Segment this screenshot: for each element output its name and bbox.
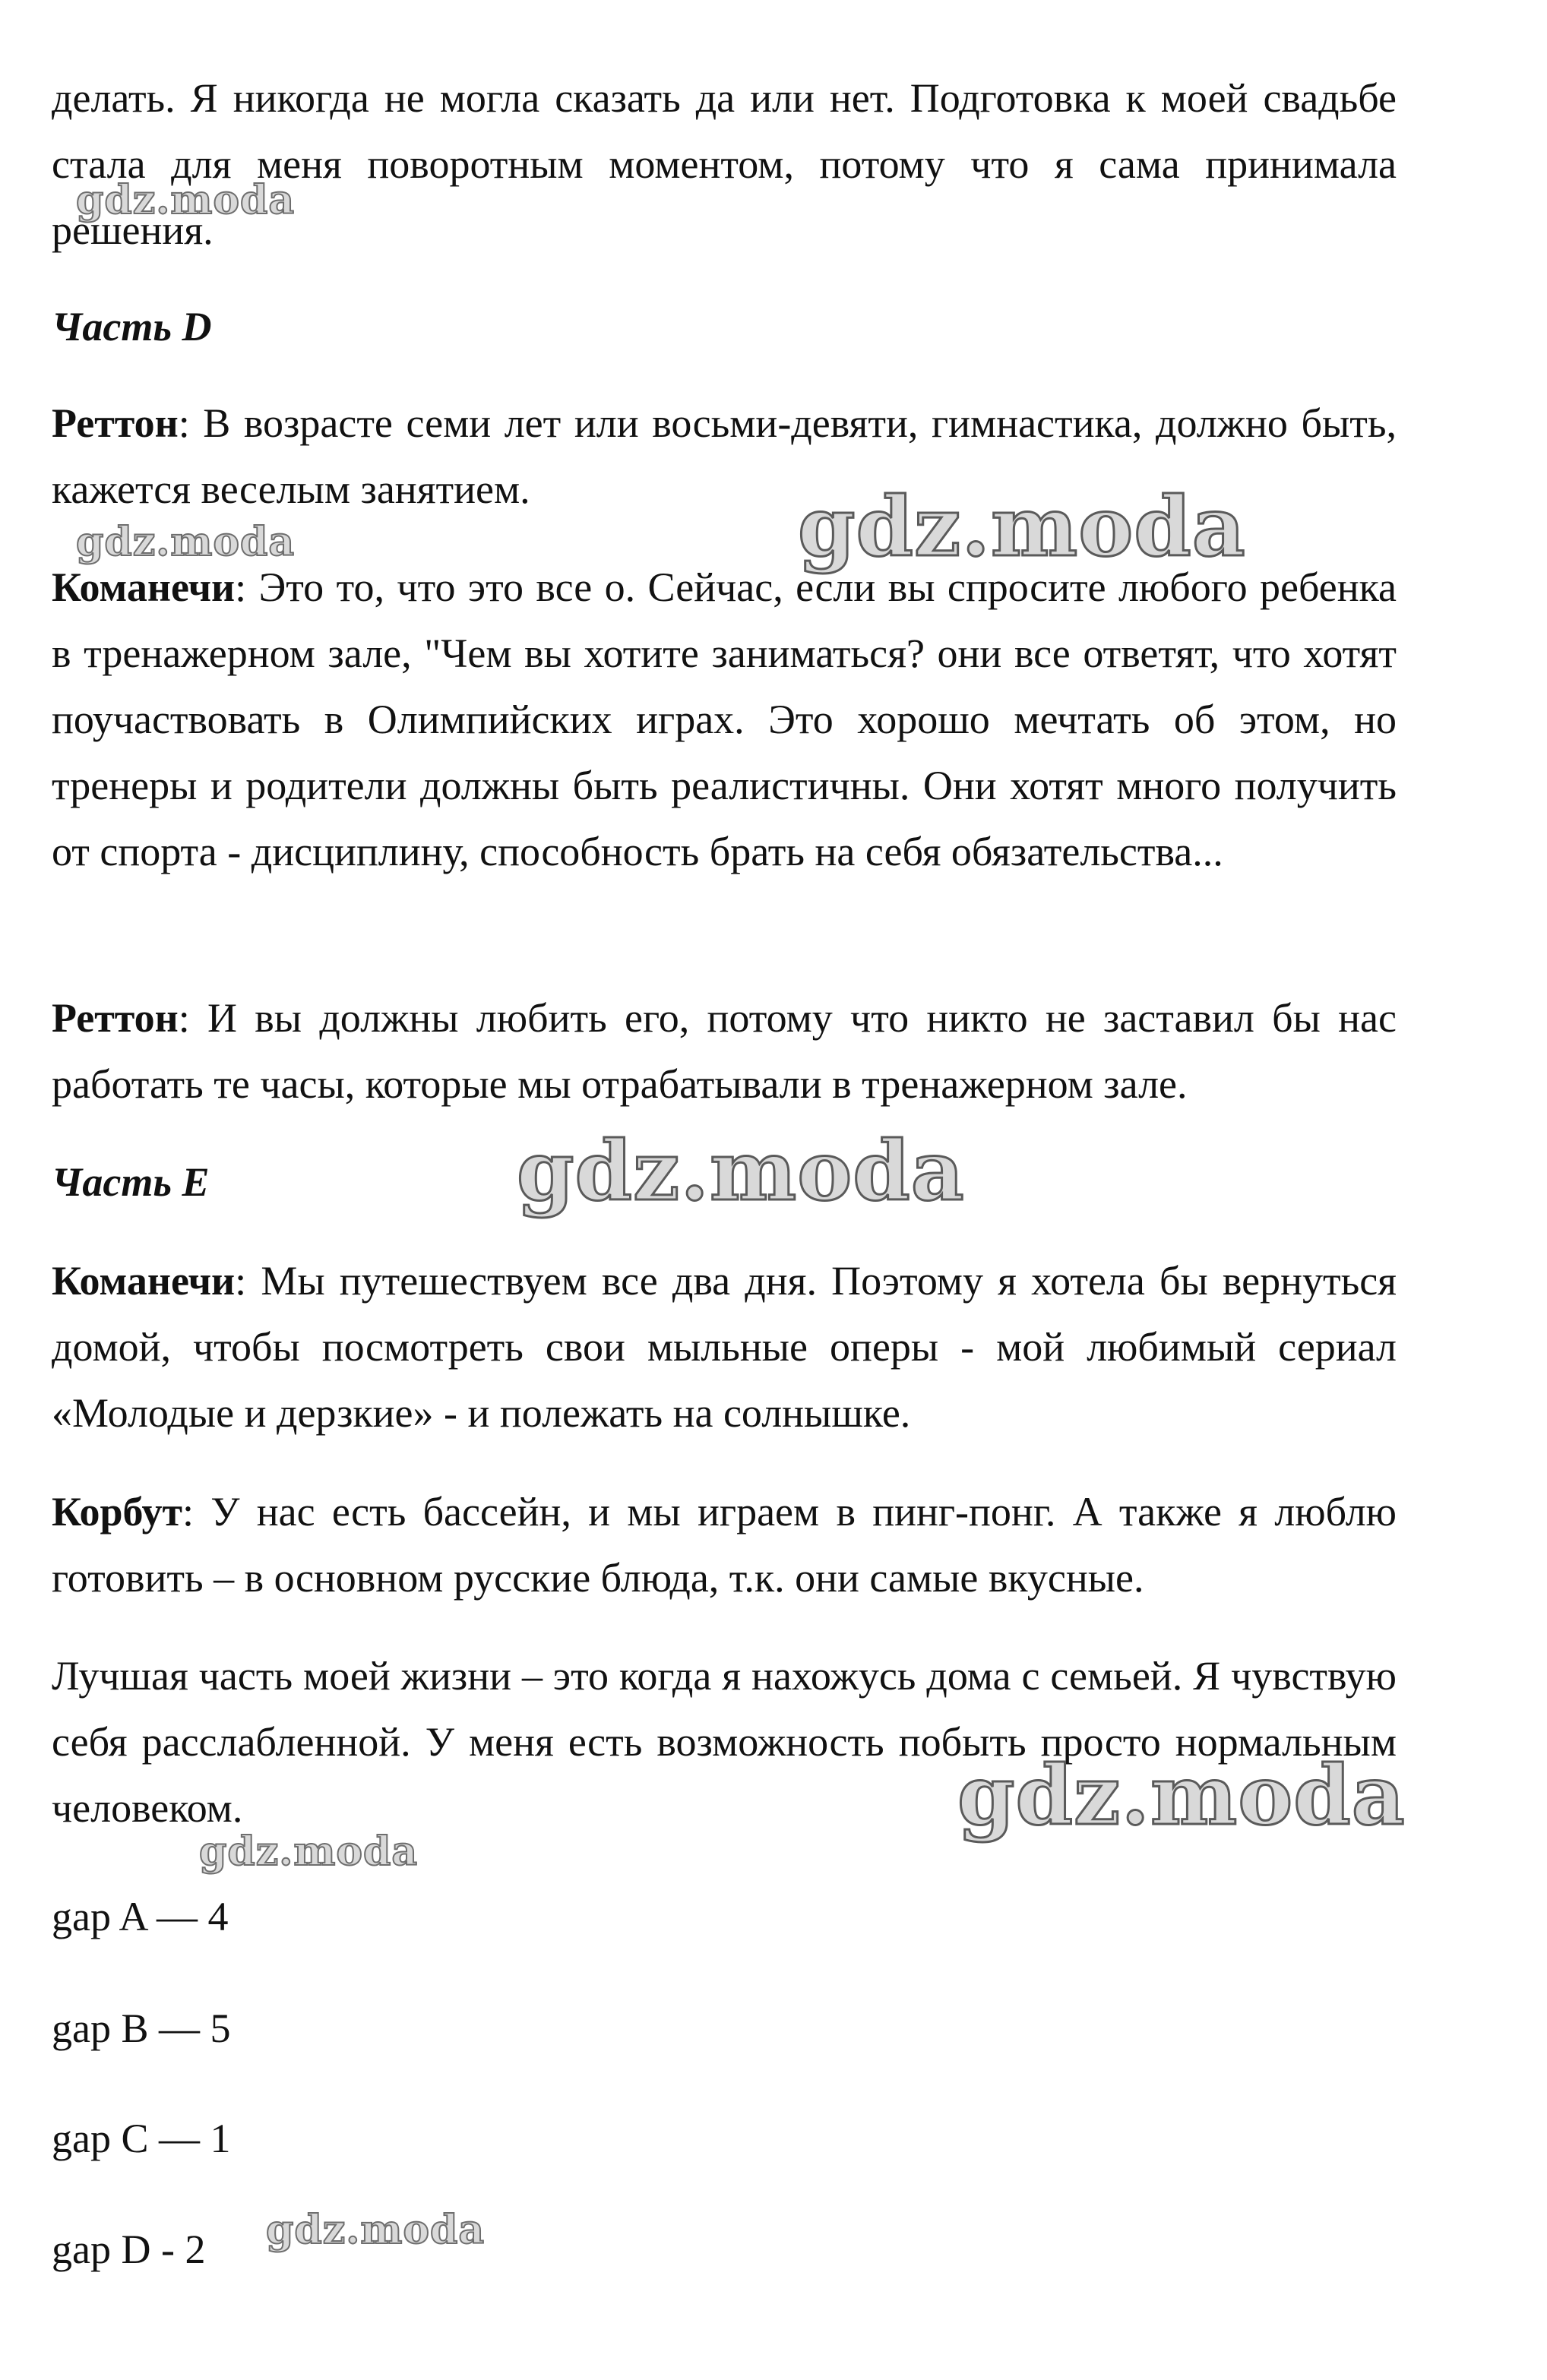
paragraph-retton-2 <box>52 985 1397 1117</box>
speech-text: : Мы путешествуем все два дня. Поэтому я хотела бы вернуться домой, чтобы посмотреть свои мыльные оперы - мой любимый сериал «Молодые и дерзкие» - и полежать на солнышке. <box>52 1258 1397 1436</box>
heading-part-d: Часть D <box>52 304 212 349</box>
watermark: gdz.moda <box>199 1828 419 1875</box>
answer-gap-b: gap B — 5 <box>52 2005 231 2051</box>
watermark: gdz.moda <box>266 2207 486 2253</box>
speaker-name: Команечи <box>52 564 236 610</box>
speaker-name: Корбут <box>52 1489 182 1535</box>
speaker-name: Команечи <box>52 1258 236 1304</box>
speech-text: : В возрасте семи лет или восьми-девяти, гимнастика, должно быть, кажется веселым занятием. <box>52 400 1397 512</box>
speech-text: : Это то, что это все о. Сейчас, если вы спросите любого ребенка в тренажерном зале, "Чем вы хотите заниматься? они все ответят, что хотят поучаствовать в Олимпийских играх. Это хорошо мечтать об этом, но тренеры и родители должны быть реалистичны. Они хотят много получить от спорта - дисциплину, способность брать на себя обязательства... <box>52 564 1397 874</box>
answer-gap-a: gap A — 4 <box>52 1894 229 1939</box>
watermark: gdz.moda <box>517 1124 965 1219</box>
watermark: gdz.moda <box>957 1748 1406 1844</box>
paragraph-comaneci-2 <box>52 1248 1397 1446</box>
paragraph-intro-text: делать. Я никогда не могла сказать да или нет. Подготовка к моей свадьбе стала для меня поворотным моментом, потому что я сама принимала решения. <box>52 75 1397 253</box>
watermark: gdz.moda <box>798 479 1246 575</box>
answer-gap-d: gap D - 2 <box>52 2227 206 2272</box>
watermark: gdz.moda <box>76 519 296 565</box>
heading-part-e: Часть E <box>52 1159 210 1205</box>
speech-text: : И вы должны любить его, потому что никто не заставил бы нас работать те часы, которые мы отрабатывали в тренажерном зале. <box>52 995 1397 1107</box>
watermark: gdz.moda <box>76 177 296 223</box>
speech-text: : У нас есть бассейн, и мы играем в пинг-понг. А также я люблю готовить – в основном русские блюда, т.к. они самые вкусные. <box>52 1489 1397 1601</box>
answer-gap-c: gap C — 1 <box>52 2116 231 2161</box>
paragraph-best-part-text: Лучшая часть моей жизни – это когда я нахожусь дома с семьей. Я чувствую себя расслабленной. У меня есть возможность побыть просто нормальным человеком. <box>52 1653 1397 1831</box>
speaker-name: Реттон <box>52 995 179 1041</box>
paragraph-intro <box>52 65 1397 264</box>
paragraph-comaneci-1 <box>52 555 1397 885</box>
speaker-name: Реттон <box>52 400 179 446</box>
paragraph-korbut <box>52 1479 1397 1611</box>
